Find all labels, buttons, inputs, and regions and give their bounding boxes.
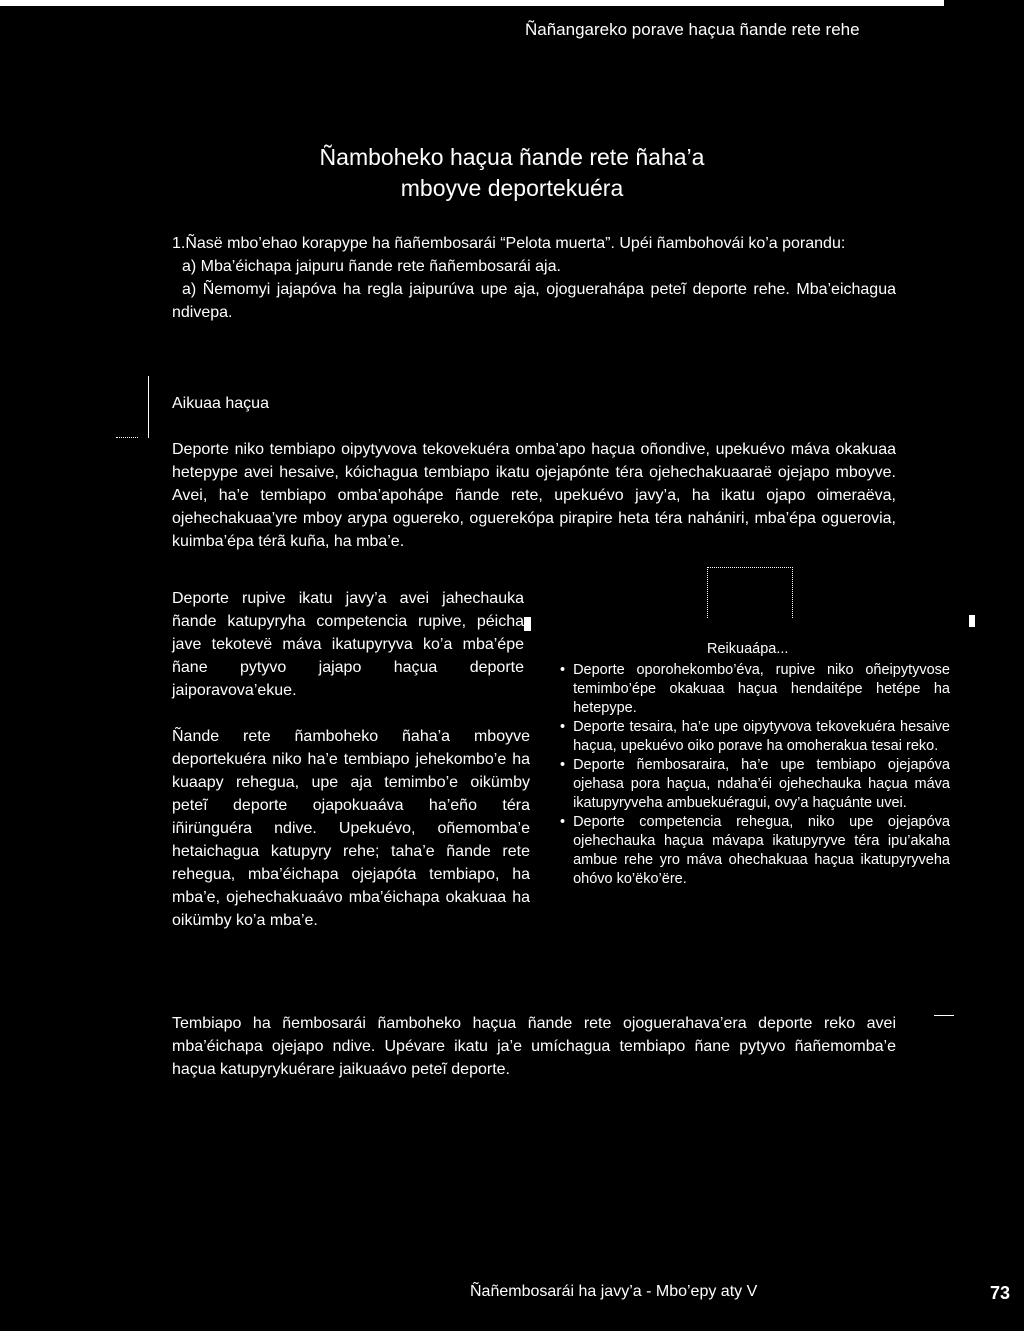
sidebar-box <box>707 567 793 618</box>
sidebar-item-text: Deporte competencia rehegua, niko upe ojejapóva ojehechauka haçua mávapa ikatupyryve téra ipu’akaha ambue rehe yro máva ohechakuaa haçua ikatupyryveha ohóvo ko’ëko’ëre. <box>573 814 950 887</box>
bullet-icon: • <box>560 814 566 830</box>
section-rule <box>148 376 149 438</box>
sidebar-item <box>560 756 950 813</box>
paragraph-1: Deporte niko tembiapo oipytyvova tekovekuéra omba’apo haçua oñondive, upekuévo máva okakuaa hetepype avei hesaive, kóichagua tembiapo ikatu ojejapónte téra ojehechakuaaraë ojejapo mboyve. Avei, ha’e tembiapo omba’apoháрe ñande rete, upekuévo javy’a, ha ikatu ojapo oimeraëva, ojehechakuaa’yre mboy arypa oguereko, oguerekópa pirapire heta téra nahániri, mba’épa oguerovia, kuimba’épa térã kuña, ha mba’e. <box>172 441 896 550</box>
page-title <box>0 142 1024 204</box>
bullet-icon: • <box>560 719 566 735</box>
sidebar-item-text: Deporte ñembosaraira, ha’e upe tembiapo ojejapóva ojehasa pora haçua, ndaha’éi ojehechauka haçua máva ikatupyryveha ambuekuéragui, ovy’a haçuánte uvei. <box>573 757 950 811</box>
bullet-icon: • <box>560 757 566 773</box>
title-line-2: mboyve deportekuéra <box>400 175 624 201</box>
sidebar-item <box>560 813 950 889</box>
exercise-a1: a) Mba’éichapa jaipuru ñande rete ñañembosarái aja. <box>182 258 561 275</box>
margin-mark-right <box>969 615 975 627</box>
running-header: Ñañangareko porave haçua ñande rete rehe <box>525 20 860 39</box>
paragraph-2: Deporte rupive ikatu javy’a avei jahechauka ñande katupyryha competencia rupive, péicha jave tekotevë máva ikatupyryva ko’a mba’épe ñane pytyvo jajapo haçua deporte jaiporavova’ekue. <box>172 590 524 699</box>
exercise-intro: 1.Ñasë mbo’ehao korapype ha ñañembosarái “Pelota muerta”. Upéi ñambohovái ko’a porandu: <box>172 235 846 252</box>
bullet-icon: • <box>560 662 566 678</box>
title-line-1: Ñamboheko haçua ñande rete ñaha’a <box>319 144 705 170</box>
page-number: 73 <box>990 1283 1011 1303</box>
sidebar-item <box>560 718 950 756</box>
margin-mark <box>524 617 531 631</box>
sidebar-item-text: Deporte oporohekombo’éva, rupive niko oñeipytyvose temimbo’épe okakuaa haçua hendaitépe hetépe ha hetepype. <box>573 662 950 716</box>
exercise-a2: a) Ñemomyi jajapóva ha regla jaipurúva upe aja, ojogueraháрa peteĩ deporte rehe. Mba’eichagua ndivepa. <box>172 281 896 321</box>
sidebar-heading: Reikuaápa... <box>707 641 789 657</box>
section-heading: Aikuaa haçua <box>172 395 269 412</box>
dotted-tick <box>116 437 138 438</box>
paragraph-3: Ñande rete ñamboheko ñaha’a mboyve deportekuéra niko ha’e tembiapo jehekombo’e ha kuaapy rehegua, upe aja temimbo’e oikümby peteĩ deporte ojapokuaáva ha’eño téra iñirünguéra ndive. Upekuévo, oñemomba’e hetaichagua katupyry rehe; taha’e ñande rete rehegua, mba’éichapa ojejapóta tembiapo, ha mba’e, ojehechakuaávo mba’éichapa okakuaa ha oikümby ko’a mba’e. <box>172 728 530 929</box>
sidebar-item <box>560 661 950 718</box>
exercise-block <box>172 232 896 324</box>
paragraph-4: Tembiapo ha ñembosarái ñamboheko haçua ñande rete ojoguerahava’era deporte reko avei mba’éichapa ojejapo ndive. Upévare ikatu ja’e umíchagua tembiapo ñane pytyvo ñañemomba’e haçua katupyrykuérare jaikuaávo peteĩ deporte. <box>172 1015 896 1078</box>
footer-text: Ñañembosarái ha javy’a - Mbo’epy aty V <box>470 1283 758 1300</box>
sidebar-item-text: Deporte tesaira, ha’e upe oipytyvova tekovekuéra hesaive haçua, upekuévo oiko porave ha omoherakua tesai reko. <box>573 719 950 754</box>
top-rule <box>0 0 944 6</box>
right-rule <box>934 1015 954 1016</box>
sidebar <box>560 640 950 889</box>
